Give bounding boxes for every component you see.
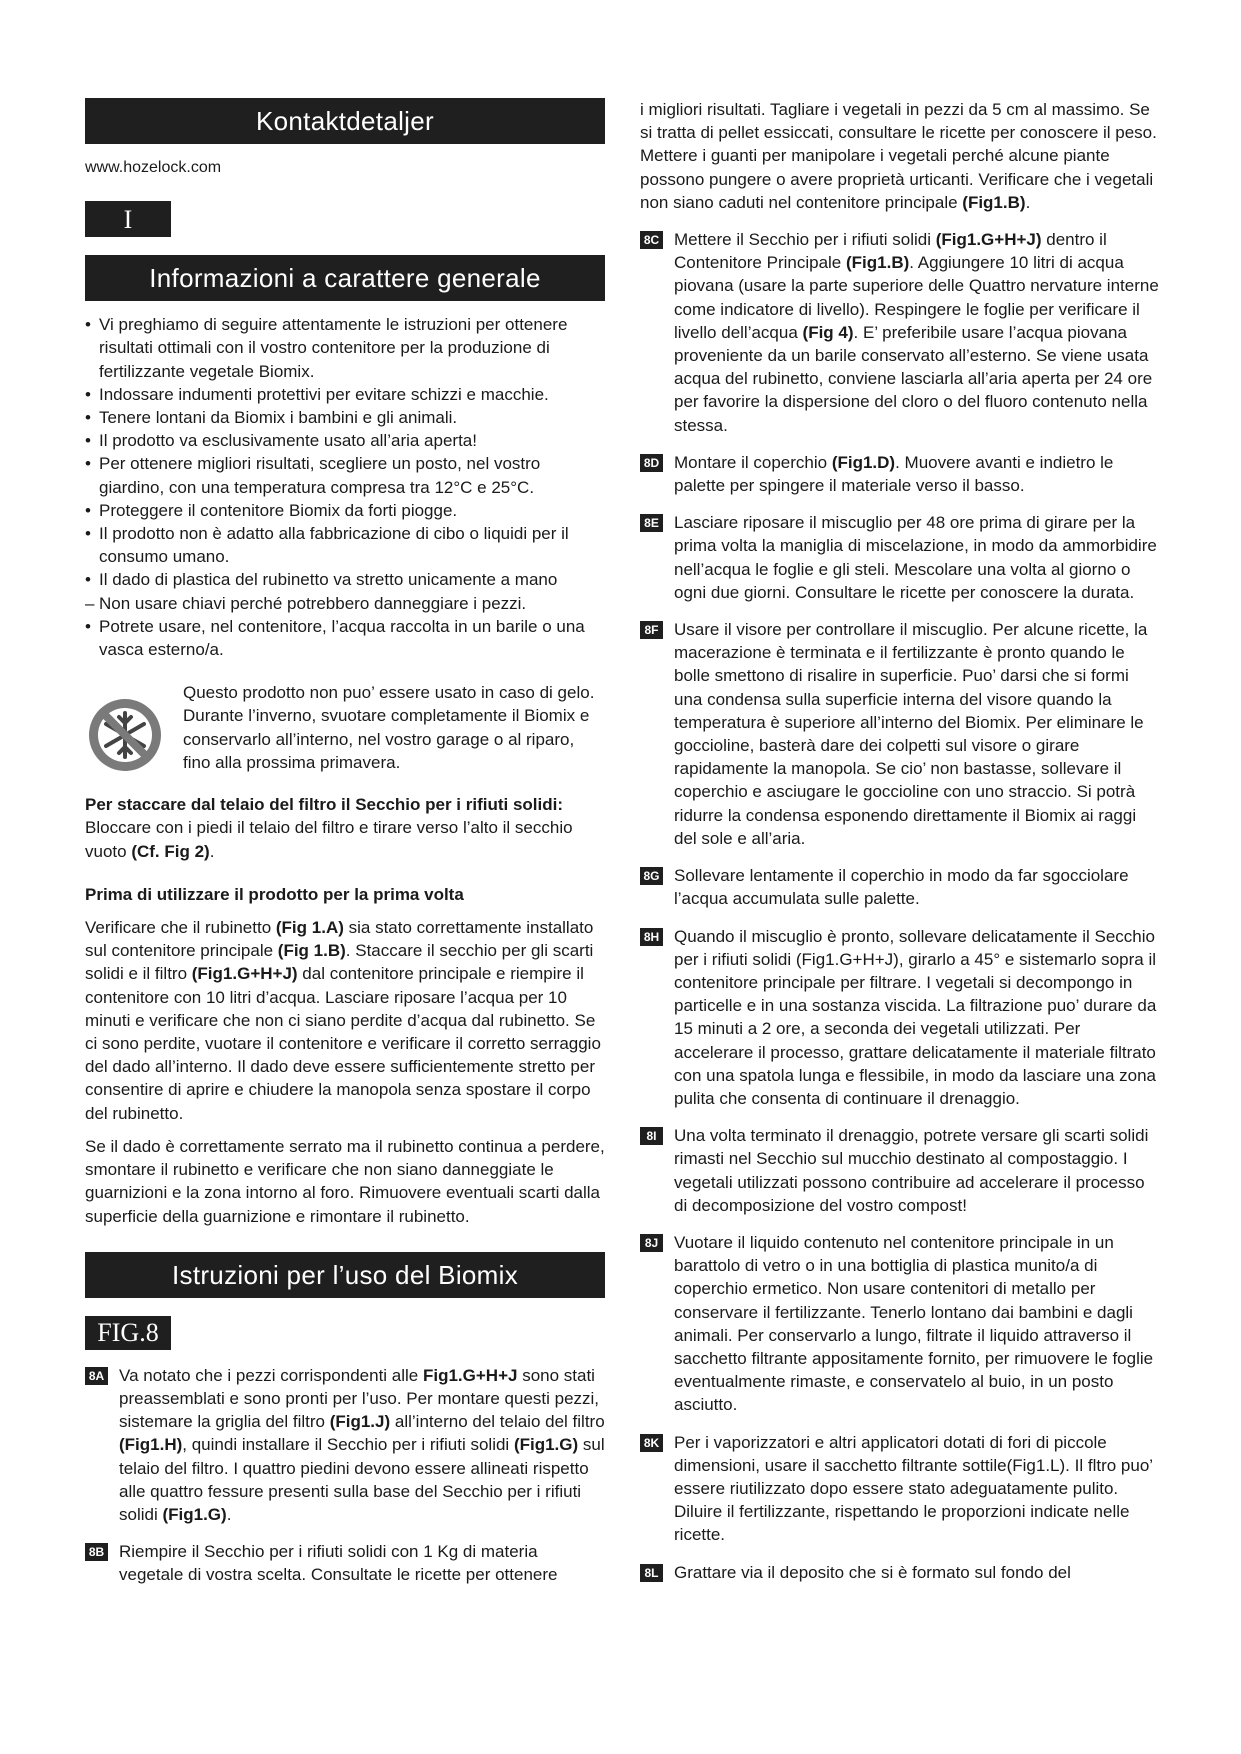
list-item: • Il dado di plastica del rubinetto va stretto unicamente a mano <box>85 570 558 590</box>
detach-section: Per staccare dal telaio del filtro il Secchio per i rifiuti solidi: Bloccare con i piedi il telaio del filtro e tirare verso l’alto il secchio vuoto (Cf. Fig 2). <box>85 795 573 861</box>
first-use-paragraph: Verificare che il rubinetto (Fig 1.A) sia stato correttamente installato sul contenitore principale (Fig 1.B). Staccare il secchio per gli scarti solidi e il filtro (Fig1.G+H+J) dal contenitore principale e riempire il contenitore con 10 litri d’acqua. Lasciare riposare l’acqua per 10 minuti e verificare che non ci siano perdite d’acqua dal rubinetto. Se ci sono perdite, vuotare il contenitore e verificare il corretto serraggio del dado all’interno. Il dado deve essere sufficientemente stretto per consentire di aprire e chiudere la manopola senza spostare il corpo del rubinetto. <box>85 918 601 1123</box>
usage-header: Istruzioni per l’uso del Biomix <box>85 1252 605 1298</box>
list-item: • Per ottenere migliori risultati, scegliere un posto, nel vostro giardino, con una temperatura compresa tra 12°C e 25°C. <box>85 454 541 497</box>
step-8e: 8E Lasciare riposare il miscuglio per 48 ore prima di girare per la prima volta la maniglia di miscelazione, in modo da ammorbidire nell’acqua le foglie e gli steli. Mescolare una volta al giorno o ogni due giorni. Consultare le ricette per conoscere la durata. <box>640 511 1160 604</box>
step-8a: 8A Va notato che i pezzi corrispondenti alle Fig1.G+H+J sono stati preassemblati e sono pronti per l’uso. Per montare questi pezzi, sistemare la griglia del filtro (Fig1.J) all’interno del telaio del filtro (Fig1.H), quindi installare il Secchio per i rifiuti solidi (Fig1.G) sul telaio del filtro. I quattro piedini devono essere allineati rispetto alle quattro fessure presenti sulla base del Secchio per i rifiuti solidi (Fig1.G). <box>85 1364 605 1526</box>
list-item: • Vi preghiamo di seguire attentamente le istruzioni per ottenere risultati ottimali con il vostro contenitore per la produzione di fertilizzante vegetale Biomix. <box>85 315 568 381</box>
step-8l: 8L Grattare via il deposito che si è formato sul fondo del <box>640 1561 1160 1584</box>
list-item: • Il prodotto va esclusivamente usato all’aria aperta! <box>85 431 477 451</box>
step-8k: 8K Per i vaporizzatori e altri applicatori dotati di fori di piccole dimensioni, usare il sacchetto filtrante sottile(Fig1.L). Il fltro puo’ essere riutilizzato dopo essere stato adeguatamente pulito. Diluire il fertilizzante, rispettando le proporzioni indicate nelle ricette. <box>640 1431 1160 1547</box>
step-8d: 8D Montare il coperchio (Fig1.D). Muovere avanti e indietro le palette per spingere il materiale verso il basso. <box>640 451 1160 497</box>
frost-warning-text: Questo prodotto non puo’ essere usato in caso di gelo. Durante l’inverno, svuotare completamente il Biomix e conservarlo all’interno, nel vostro garage o al riparo, fino alla prossima primavera. <box>183 683 595 772</box>
step-label: 8A <box>85 1367 108 1385</box>
step-8g: 8G Sollevare lentamente il coperchio in modo da far sgocciolare l’acqua accumulata sulle palette. <box>640 864 1160 910</box>
list-item-dash: – Non usare chiavi perché potrebbero danneggiare i pezzi. <box>85 593 527 613</box>
contact-header: Kontaktdetaljer <box>85 98 605 144</box>
list-item: • Tenere lontani da Biomix i bambini e gli animali. <box>85 408 458 428</box>
website-link[interactable]: www.hozelock.com <box>85 159 222 176</box>
step-label: 8K <box>640 1434 663 1452</box>
step-label: 8B <box>85 1543 108 1561</box>
step-8i: 8I Una volta terminato il drenaggio, potrete versare gli scarti solidi rimasti nel Secchio sul mucchio destinato al compostaggio. I vegetali utilizzati possono contribuire ad accelerare il processo di decomposizione del vostro compost! <box>640 1124 1160 1217</box>
list-item: • Potrete usare, nel contenitore, l’acqua raccolta in un barile o una vasca esterno/a. <box>85 616 585 660</box>
step-label: 8I <box>640 1127 663 1145</box>
first-use-heading: Prima di utilizzare il prodotto per la prima volta <box>85 884 464 904</box>
step-8f: 8F Usare il visore per controllare il miscuglio. Per alcune ricette, la macerazione è terminata e il fertilizzante è pronto quando le bolle smettono di risalire in superficie. Puo’ darsi che si formi una condensa sulla superficie interna del visore quando la temperatura è superiore all’interno del Biomix. Per eliminare le goccioline, basterà dare dei colpetti sul visore o girare rapidamente la manopola. Se cio’ non bastasse, sollevare il coperchio e asciugare le goccioline con uno straccio. Si potrà ridurre la condensa esponendo direttamente il Biomix ai raggi del sole e all’aria. <box>640 618 1160 850</box>
step-8c: 8C Mettere il Secchio per i rifiuti solidi (Fig1.G+H+J) dentro il Contenitore Principale (Fig1.B). Aggiungere 10 litri di acqua piovana (usare la parte superiore delle Quattro nervature interne come indicatore di livello). Respingere le foglie per verificare il livello dell’acqua (Fig 4). E’ preferibile usare l’acqua piovana proveniente da un barile conservato all’esterno. Se viene usata acqua del rubinetto, conviene lasciarla all’aria aperta per 24 ore per favorire la dispersione del cloro o del fluoro contenuto nella stessa. <box>640 228 1160 437</box>
general-info-list <box>85 313 605 661</box>
step-label: 8H <box>640 928 663 946</box>
left-column <box>85 0 605 1587</box>
step-label: 8G <box>640 867 663 885</box>
step-8h: 8H Quando il miscuglio è pronto, sollevare delicatamente il Secchio per i rifiuti solidi (Fig1.G+H+J), girarlo a 45° e sistemarlo sopra il contenitore principale per filtrare. I vegetali si decompongo in particelle e in una sostanza viscida. La filtrazione puo’ durare da 15 minuti a 2 ore, a seconda dei vegetali utilizzati. Per accelerare il processo, grattare delicatamente il materiale filtrato con una spatola lunga e flessibile, in modo da lasciare una zona pulita che consenta di continuare il drenaggio. <box>640 925 1160 1111</box>
step-label: 8L <box>640 1564 663 1582</box>
step-label: 8J <box>640 1234 663 1252</box>
step-label: 8F <box>640 621 663 639</box>
no-frost-icon <box>85 695 165 775</box>
list-item: • Il prodotto non è adatto alla fabbricazione di cibo o liquidi per il consumo umano. <box>85 524 569 567</box>
step-label: 8D <box>640 454 663 472</box>
leak-paragraph: Se il dado è correttamente serrato ma il rubinetto continua a perdere, smontare il rubinetto e verificare che non siano danneggiate le guarnizioni e la zona intorno al foro. Rimuovere eventuali scarti dalla superficie della guarnizione e rimontare il rubinetto. <box>85 1136 605 1226</box>
step-8j: 8J Vuotare il liquido contenuto nel contenitore principale in un barattolo di vetro o in una bottiglia di plastica munito/a di coperchio ermetico. Non usare contenitori di metallo per conservare il fertilizzante. Tenerlo lontano dai bambini e dagli animali. Per conservarlo a lungo, filtrate il liquido attraverso il sacchetto filtrante appositamente fornito, per rimuovere le foglie eventualmente rimaste, e conservatelo al buio, in un posto asciutto. <box>640 1231 1160 1417</box>
step-8b-continued: i migliori risultati. Tagliare i vegetali in pezzi da 5 cm al massimo. Se si tratta di pellet essiccati, consultare le ricette per conoscere il peso. Mettere i guanti per manipolare i vegetali perché alcune piante possono pungere o avere proprietà urticanti. Verificare che i vegetali non siano caduti nel contenitore principale (Fig1.B). <box>640 100 1157 212</box>
step-label: 8E <box>640 514 663 532</box>
step-label: 8C <box>640 231 663 249</box>
general-info-header: Informazioni a carattere generale <box>85 255 605 301</box>
list-item: • Indossare indumenti protettivi per evitare schizzi e macchie. <box>85 384 549 404</box>
frost-warning <box>85 675 605 775</box>
right-column <box>640 0 1160 1584</box>
step-8b: 8B Riempire il Secchio per i rifiuti solidi con 1 Kg di materia vegetale di vostra scelta. Consultate le ricette per ottenere <box>85 1540 605 1586</box>
fig8-tag: FIG.8 <box>85 1316 171 1350</box>
list-item: • Proteggere il contenitore Biomix da forti piogge. <box>85 500 458 520</box>
language-tag: I <box>85 201 171 237</box>
detach-heading: Per staccare dal telaio del filtro il Secchio per i rifiuti solidi: <box>85 795 564 815</box>
